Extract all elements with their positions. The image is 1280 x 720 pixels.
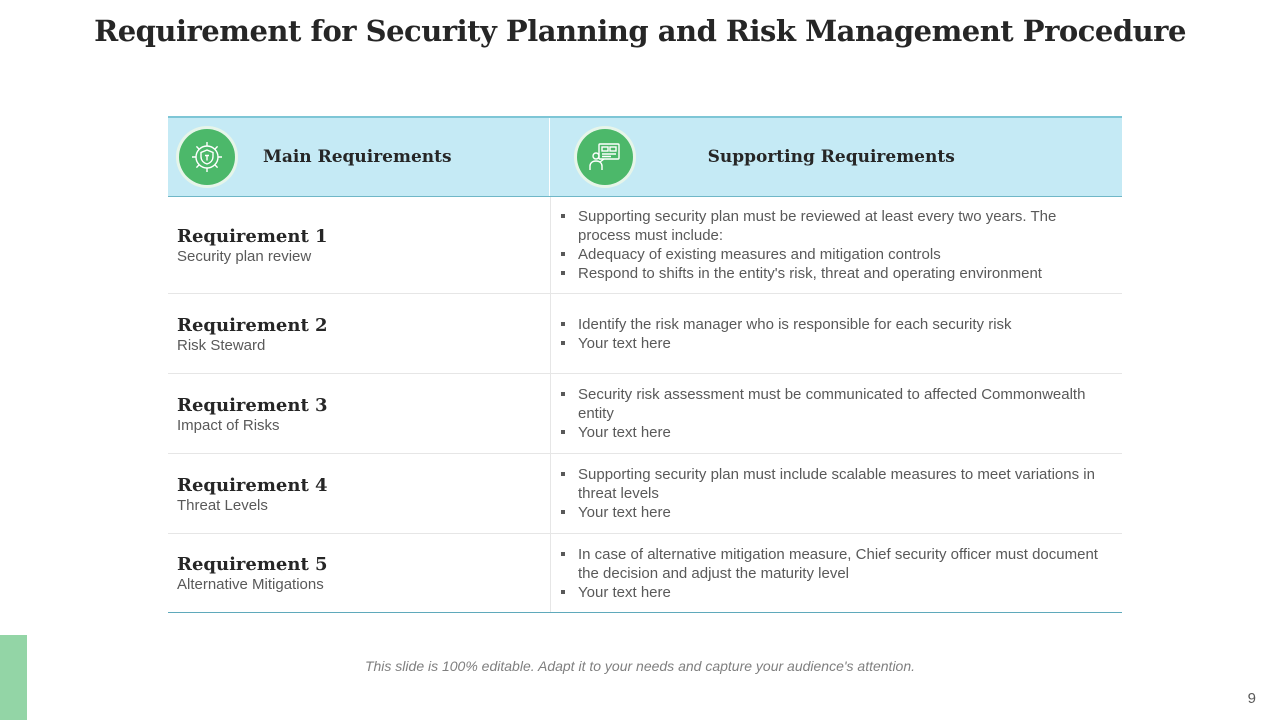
bullet-item: Adequacy of existing measures and mitigation controls xyxy=(559,245,1111,264)
requirement-cell xyxy=(168,454,551,533)
requirement-subtitle: Security plan review xyxy=(177,248,312,265)
presenter-board-icon xyxy=(577,129,633,185)
requirement-cell xyxy=(168,534,551,612)
requirements-table xyxy=(168,116,1122,613)
bullet-item: Your text here xyxy=(559,423,1111,442)
requirement-subtitle: Impact of Risks xyxy=(177,416,280,434)
table-header xyxy=(168,116,1122,197)
header-main-label: Main Requirements xyxy=(263,147,452,167)
bullet-item: In case of alternative mitigation measure, Chief security officer must document the decision and adjust the maturity level xyxy=(559,545,1111,583)
bullet-list xyxy=(559,545,1111,602)
requirement-cell xyxy=(168,294,551,373)
bullet-list xyxy=(559,385,1111,442)
bullet-item: Your text here xyxy=(559,503,1111,522)
bullet-list xyxy=(559,315,1111,353)
bullet-item: Supporting security plan must be reviewed at least every two years. The process must include: xyxy=(559,207,1111,245)
page-number: 9 xyxy=(1247,690,1256,707)
requirement-title: Requirement 3 xyxy=(177,394,328,416)
supporting-cell xyxy=(551,294,1119,373)
gear-shield-icon xyxy=(179,129,235,185)
requirement-title: Requirement 1 xyxy=(177,226,328,247)
supporting-cell xyxy=(551,197,1119,293)
table-row xyxy=(168,374,1122,454)
supporting-cell xyxy=(551,454,1119,533)
slide-title: Requirement for Security Planning and Risk Management Procedure xyxy=(94,14,1186,48)
bullet-item: Identify the risk manager who is responsible for each security risk xyxy=(559,315,1111,334)
accent-bar xyxy=(0,635,27,720)
footer-note: This slide is 100% editable. Adapt it to your needs and capture your audience's attention. xyxy=(364,658,916,674)
bullet-item: Your text here xyxy=(559,583,1111,602)
requirement-title: Requirement 4 xyxy=(177,474,328,496)
bullet-item: Supporting security plan must include scalable measures to meet variations in threat levels xyxy=(559,465,1111,503)
supporting-cell xyxy=(551,374,1119,453)
requirement-title: Requirement 5 xyxy=(177,554,328,575)
requirement-cell xyxy=(168,374,551,453)
bullet-list xyxy=(559,207,1111,283)
requirement-title: Requirement 2 xyxy=(177,314,328,336)
table-row xyxy=(168,197,1122,294)
header-main-requirements xyxy=(168,118,550,196)
table-row xyxy=(168,534,1122,613)
supporting-cell xyxy=(551,534,1119,612)
bullet-item: Your text here xyxy=(559,334,1111,353)
bullet-list xyxy=(559,465,1111,522)
bullet-item: Respond to shifts in the entity's risk, threat and operating environment xyxy=(559,264,1111,283)
requirement-subtitle: Alternative Mitigations xyxy=(177,576,324,593)
requirement-cell xyxy=(168,197,551,293)
bullet-item: Security risk assessment must be communicated to affected Commonwealth entity xyxy=(559,385,1111,423)
table-row xyxy=(168,294,1122,374)
header-supporting-label: Supporting Requirements xyxy=(707,147,955,167)
requirement-subtitle: Risk Steward xyxy=(177,336,266,354)
requirement-subtitle: Threat Levels xyxy=(177,496,268,514)
table-row xyxy=(168,454,1122,534)
header-supporting-requirements xyxy=(550,118,1122,196)
